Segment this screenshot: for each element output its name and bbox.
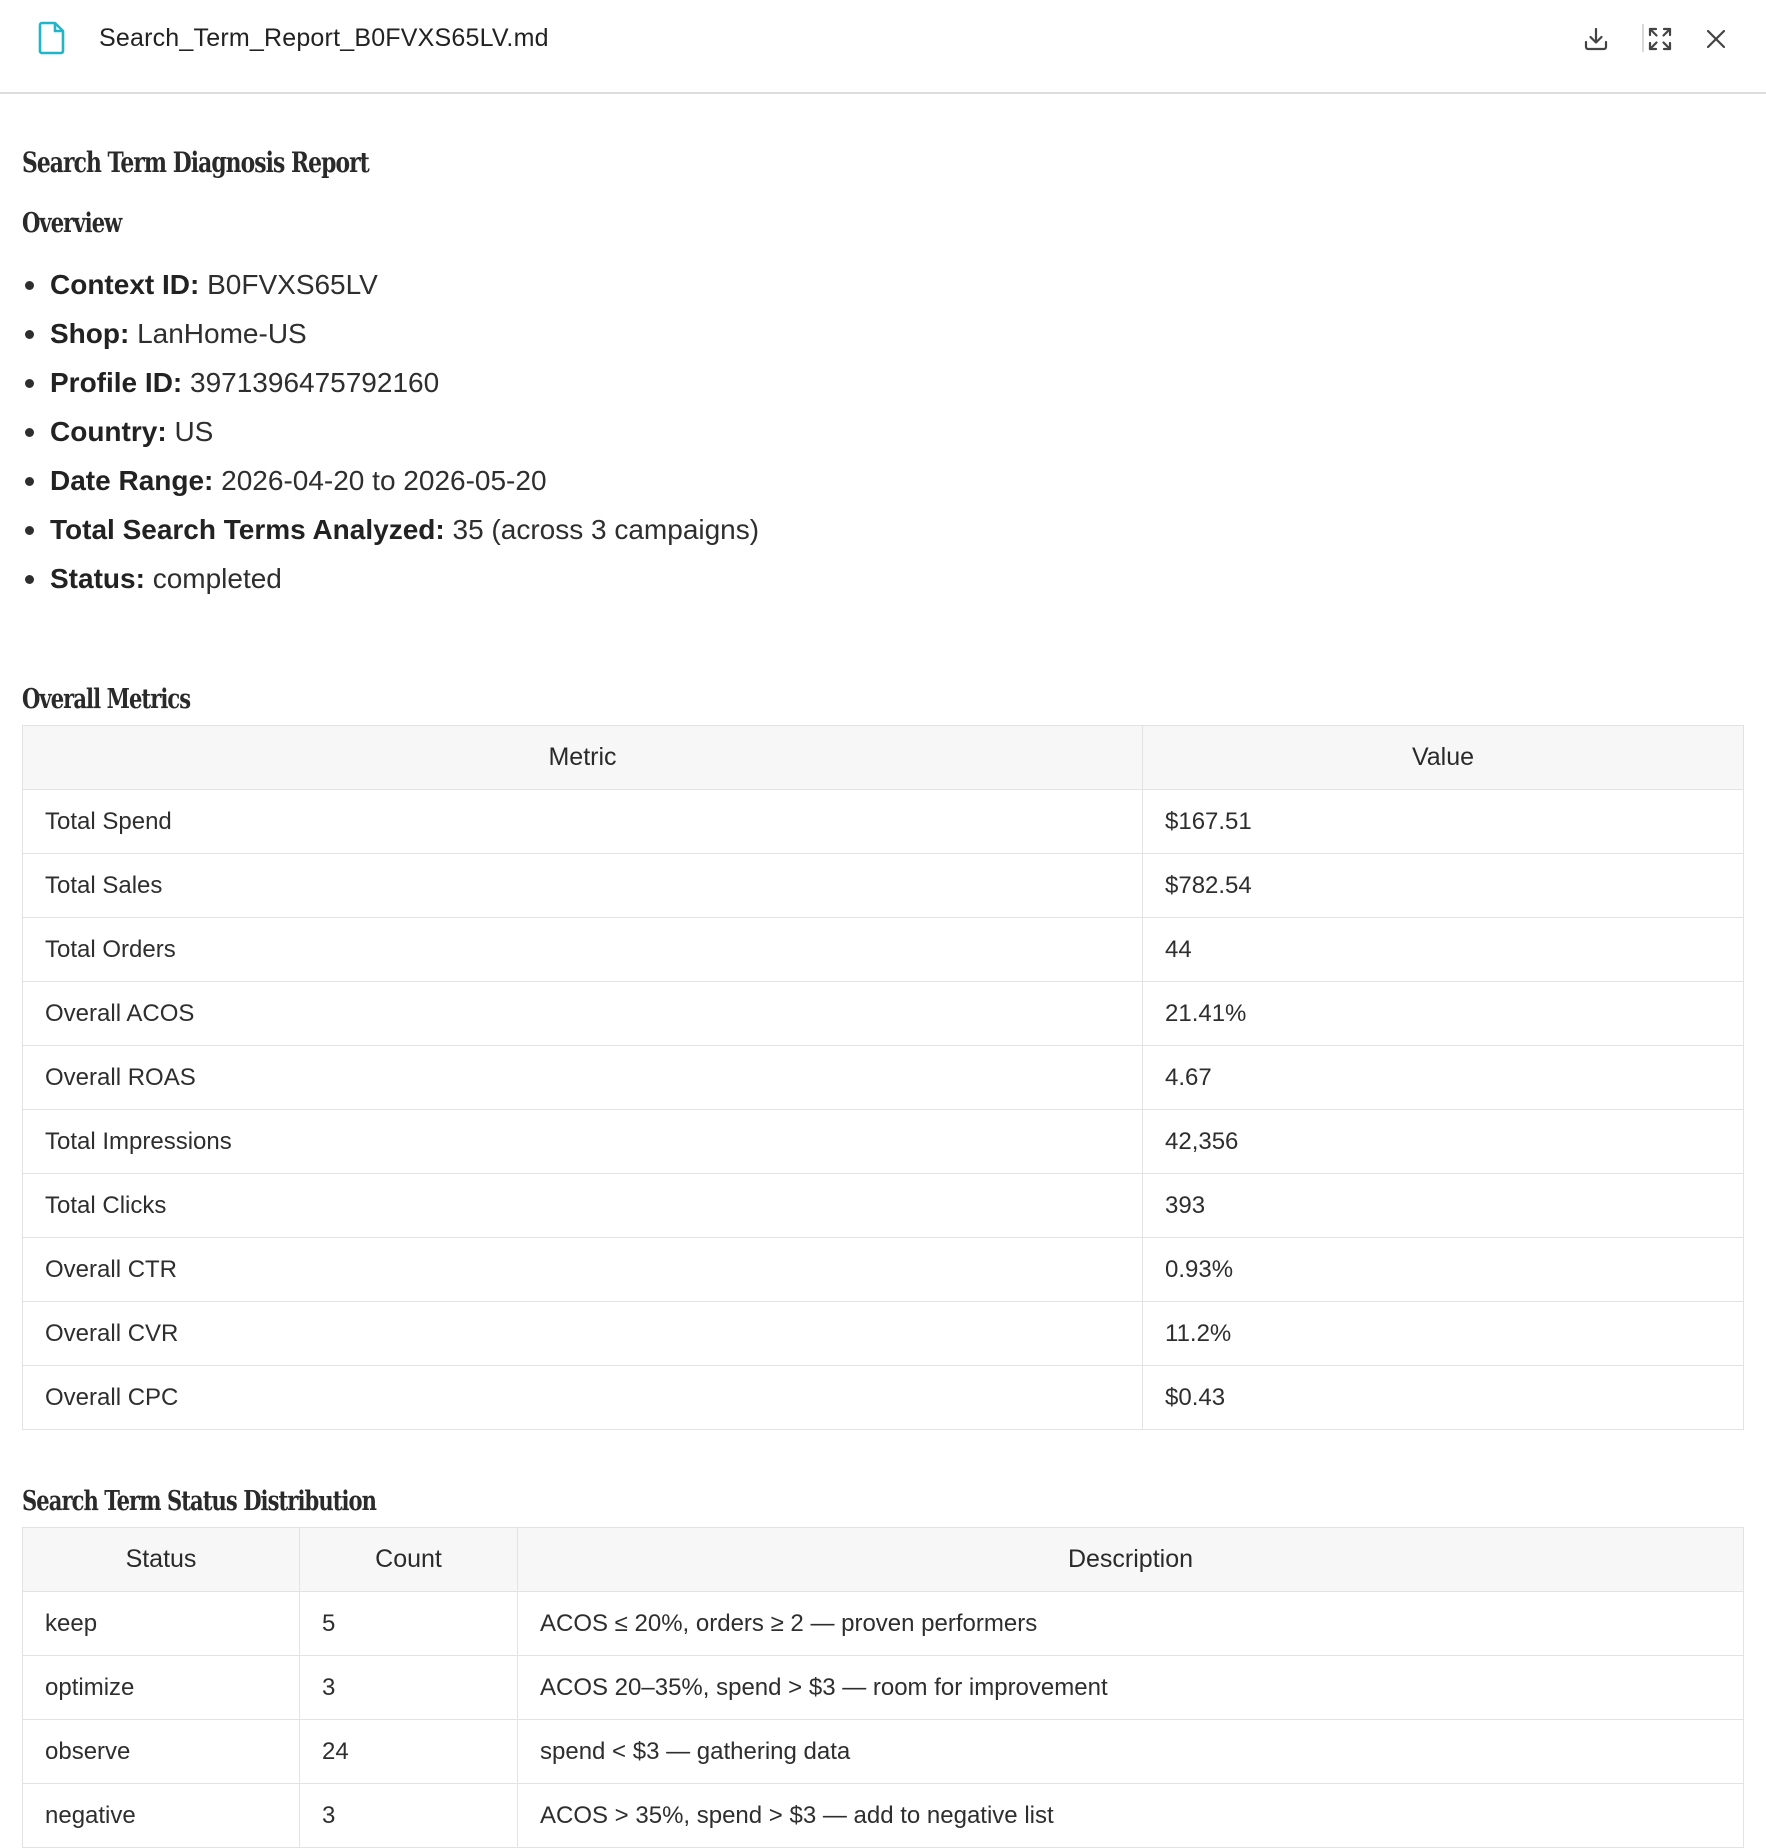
metric-value: 21.41% xyxy=(1143,982,1744,1046)
list-item: Date Range: 2026-04-20 to 2026-05-20 xyxy=(22,456,759,505)
preview-header xyxy=(0,0,1766,94)
table-row xyxy=(23,1656,1744,1720)
metric-name: Overall ROAS xyxy=(23,1046,1143,1110)
report-title: Search Term Diagnosis Report xyxy=(22,146,369,179)
list-item: Country: US xyxy=(22,407,759,456)
metric-value: 0.93% xyxy=(1143,1238,1744,1302)
metric-value: 42,356 xyxy=(1143,1110,1744,1174)
column-header: Metric xyxy=(23,726,1143,790)
metric-name: Total Spend xyxy=(23,790,1143,854)
metrics-heading: Overall Metrics xyxy=(22,684,191,715)
table-row xyxy=(23,1174,1744,1238)
table-row xyxy=(23,1238,1744,1302)
count-cell: 3 xyxy=(300,1656,518,1720)
table-row xyxy=(23,1720,1744,1784)
column-header: Count xyxy=(300,1528,518,1592)
description-cell: ACOS ≤ 20%, orders ≥ 2 — proven performers xyxy=(518,1592,1744,1656)
document-icon xyxy=(34,20,68,56)
metric-value: $0.43 xyxy=(1143,1366,1744,1430)
table-row xyxy=(23,1784,1744,1848)
description-cell: ACOS 20–35%, spend > $3 — room for improvement xyxy=(518,1656,1744,1720)
distribution-heading: Search Term Status Distribution xyxy=(22,1486,377,1517)
metric-value: $782.54 xyxy=(1143,854,1744,918)
column-header: Description xyxy=(518,1528,1744,1592)
status-cell: keep xyxy=(23,1592,300,1656)
table-row xyxy=(23,1046,1744,1110)
download-icon[interactable] xyxy=(1579,22,1613,56)
metric-value: 393 xyxy=(1143,1174,1744,1238)
description-cell: spend < $3 — gathering data xyxy=(518,1720,1744,1784)
list-item: Shop: LanHome-US xyxy=(22,309,759,358)
table-header-row xyxy=(23,1528,1744,1592)
metric-value: 4.67 xyxy=(1143,1046,1744,1110)
list-item: Profile ID: 3971396475792160 xyxy=(22,358,759,407)
count-cell: 24 xyxy=(300,1720,518,1784)
table-row xyxy=(23,982,1744,1046)
status-distribution-table xyxy=(22,1527,1744,1848)
overview-heading: Overview xyxy=(22,208,122,239)
expand-icon[interactable] xyxy=(1643,22,1677,56)
table-row xyxy=(23,918,1744,982)
metric-name: Overall CPC xyxy=(23,1366,1143,1430)
overview-list xyxy=(22,260,759,603)
table-row xyxy=(23,1302,1744,1366)
table-header-row xyxy=(23,726,1744,790)
metric-name: Overall ACOS xyxy=(23,982,1143,1046)
description-cell: ACOS > 35%, spend > $3 — add to negative list xyxy=(518,1784,1744,1848)
metric-value: 44 xyxy=(1143,918,1744,982)
list-item: Context ID: B0FVXS65LV xyxy=(22,260,759,309)
table-row xyxy=(23,790,1744,854)
list-item: Total Search Terms Analyzed: 35 (across 3 campaigns) xyxy=(22,505,759,554)
count-cell: 5 xyxy=(300,1592,518,1656)
list-item: Status: completed xyxy=(22,554,759,603)
metric-value: 11.2% xyxy=(1143,1302,1744,1366)
metric-name: Total Impressions xyxy=(23,1110,1143,1174)
status-cell: negative xyxy=(23,1784,300,1848)
status-cell: optimize xyxy=(23,1656,300,1720)
column-header: Status xyxy=(23,1528,300,1592)
status-cell: observe xyxy=(23,1720,300,1784)
metric-name: Total Clicks xyxy=(23,1174,1143,1238)
metric-value: $167.51 xyxy=(1143,790,1744,854)
table-row xyxy=(23,854,1744,918)
close-icon[interactable] xyxy=(1699,22,1733,56)
table-row xyxy=(23,1110,1744,1174)
metric-name: Total Sales xyxy=(23,854,1143,918)
metric-name: Overall CTR xyxy=(23,1238,1143,1302)
count-cell: 3 xyxy=(300,1784,518,1848)
metric-name: Overall CVR xyxy=(23,1302,1143,1366)
metric-name: Total Orders xyxy=(23,918,1143,982)
column-header: Value xyxy=(1143,726,1744,790)
file-name: Search_Term_Report_B0FVXS65LV.md xyxy=(99,24,549,52)
table-row xyxy=(23,1366,1744,1430)
metrics-table xyxy=(22,725,1744,1430)
table-row xyxy=(23,1592,1744,1656)
